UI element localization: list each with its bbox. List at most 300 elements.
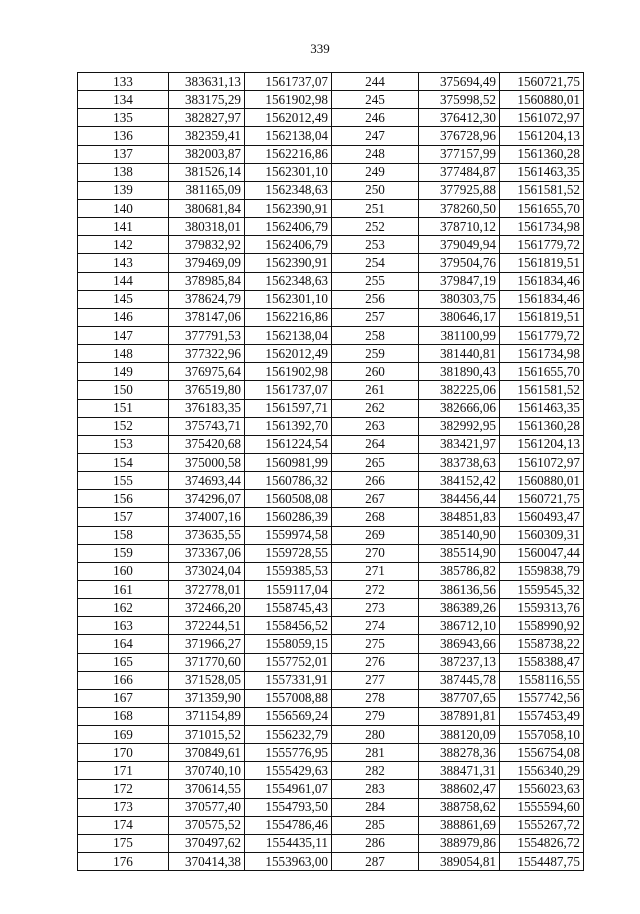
x-coordinate-left: 375743,71 <box>169 417 245 435</box>
y-coordinate-right: 1555594,60 <box>500 798 584 816</box>
x-coordinate-left: 371154,89 <box>169 707 245 725</box>
point-number-right: 251 <box>332 199 419 217</box>
y-coordinate-left: 1555429,63 <box>245 762 332 780</box>
y-coordinate-left: 1562390,91 <box>245 254 332 272</box>
point-number-right: 263 <box>332 417 419 435</box>
y-coordinate-left: 1562138,04 <box>245 127 332 145</box>
point-number-right: 268 <box>332 508 419 526</box>
y-coordinate-right: 1561779,72 <box>500 326 584 344</box>
x-coordinate-left: 371770,60 <box>169 653 245 671</box>
x-coordinate-left: 373635,55 <box>169 526 245 544</box>
table-row <box>78 399 584 417</box>
x-coordinate-left: 374693,44 <box>169 472 245 490</box>
x-coordinate-left: 370497,62 <box>169 834 245 852</box>
point-number-right: 282 <box>332 762 419 780</box>
table-row <box>78 599 584 617</box>
point-number-right: 285 <box>332 816 419 834</box>
x-coordinate-right: 379049,94 <box>419 236 500 254</box>
table-row <box>78 73 584 91</box>
y-coordinate-left: 1561597,71 <box>245 399 332 417</box>
table-row <box>78 635 584 653</box>
x-coordinate-right: 377925,88 <box>419 181 500 199</box>
table-row <box>78 798 584 816</box>
x-coordinate-left: 370849,61 <box>169 744 245 762</box>
point-number-right: 283 <box>332 780 419 798</box>
y-coordinate-left: 1562301,10 <box>245 163 332 181</box>
point-number-right: 262 <box>332 399 419 417</box>
x-coordinate-right: 387237,13 <box>419 653 500 671</box>
point-number-right: 279 <box>332 707 419 725</box>
point-number-right: 248 <box>332 145 419 163</box>
y-coordinate-right: 1558990,92 <box>500 617 584 635</box>
table-row <box>78 580 584 598</box>
point-number-right: 277 <box>332 671 419 689</box>
point-number-left: 168 <box>78 707 169 725</box>
table-row <box>78 145 584 163</box>
x-coordinate-left: 376183,35 <box>169 399 245 417</box>
y-coordinate-left: 1561737,07 <box>245 381 332 399</box>
point-number-right: 284 <box>332 798 419 816</box>
x-coordinate-left: 371528,05 <box>169 671 245 689</box>
table-row <box>78 726 584 744</box>
y-coordinate-right: 1560880,01 <box>500 472 584 490</box>
x-coordinate-right: 375998,52 <box>419 91 500 109</box>
point-number-left: 143 <box>78 254 169 272</box>
table-row <box>78 834 584 852</box>
point-number-right: 266 <box>332 472 419 490</box>
x-coordinate-left: 378624,79 <box>169 290 245 308</box>
x-coordinate-right: 388861,69 <box>419 816 500 834</box>
x-coordinate-left: 371359,90 <box>169 689 245 707</box>
point-number-left: 161 <box>78 580 169 598</box>
x-coordinate-left: 378985,84 <box>169 272 245 290</box>
y-coordinate-right: 1561463,35 <box>500 399 584 417</box>
y-coordinate-right: 1561463,35 <box>500 163 584 181</box>
y-coordinate-right: 1561072,97 <box>500 453 584 471</box>
point-number-right: 269 <box>332 526 419 544</box>
point-number-right: 270 <box>332 544 419 562</box>
x-coordinate-left: 373024,04 <box>169 562 245 580</box>
table-row <box>78 472 584 490</box>
page-number: 339 <box>310 41 330 56</box>
point-number-left: 139 <box>78 181 169 199</box>
x-coordinate-left: 370740,10 <box>169 762 245 780</box>
point-number-right: 281 <box>332 744 419 762</box>
y-coordinate-right: 1560493,47 <box>500 508 584 526</box>
y-coordinate-right: 1560721,75 <box>500 490 584 508</box>
y-coordinate-right: 1561655,70 <box>500 363 584 381</box>
point-number-right: 286 <box>332 834 419 852</box>
point-number-left: 175 <box>78 834 169 852</box>
x-coordinate-left: 376975,64 <box>169 363 245 381</box>
y-coordinate-left: 1560981,99 <box>245 453 332 471</box>
y-coordinate-left: 1562406,79 <box>245 236 332 254</box>
point-number-left: 163 <box>78 617 169 635</box>
y-coordinate-left: 1558456,52 <box>245 617 332 635</box>
point-number-left: 164 <box>78 635 169 653</box>
table-row <box>78 853 584 871</box>
y-coordinate-right: 1561819,51 <box>500 308 584 326</box>
y-coordinate-right: 1561204,13 <box>500 127 584 145</box>
x-coordinate-right: 384152,42 <box>419 472 500 490</box>
point-number-left: 150 <box>78 381 169 399</box>
x-coordinate-left: 382359,41 <box>169 127 245 145</box>
point-number-left: 134 <box>78 91 169 109</box>
point-number-left: 173 <box>78 798 169 816</box>
x-coordinate-right: 383738,63 <box>419 453 500 471</box>
y-coordinate-left: 1562301,10 <box>245 290 332 308</box>
x-coordinate-right: 388278,36 <box>419 744 500 762</box>
y-coordinate-left: 1554435,11 <box>245 834 332 852</box>
x-coordinate-left: 377322,96 <box>169 345 245 363</box>
point-number-right: 260 <box>332 363 419 381</box>
table-row <box>78 181 584 199</box>
point-number-right: 267 <box>332 490 419 508</box>
point-number-left: 171 <box>78 762 169 780</box>
point-number-left: 147 <box>78 326 169 344</box>
y-coordinate-left: 1553963,00 <box>245 853 332 871</box>
y-coordinate-left: 1560286,39 <box>245 508 332 526</box>
y-coordinate-right: 1556754,08 <box>500 744 584 762</box>
table-row <box>78 526 584 544</box>
y-coordinate-left: 1562348,63 <box>245 272 332 290</box>
table-row <box>78 689 584 707</box>
point-number-right: 250 <box>332 181 419 199</box>
point-number-right: 255 <box>332 272 419 290</box>
y-coordinate-left: 1554961,07 <box>245 780 332 798</box>
table-row <box>78 780 584 798</box>
y-coordinate-right: 1558116,55 <box>500 671 584 689</box>
x-coordinate-right: 384456,44 <box>419 490 500 508</box>
y-coordinate-left: 1562216,86 <box>245 145 332 163</box>
x-coordinate-left: 380681,84 <box>169 199 245 217</box>
y-coordinate-right: 1556023,63 <box>500 780 584 798</box>
y-coordinate-right: 1561072,97 <box>500 109 584 127</box>
point-number-left: 165 <box>78 653 169 671</box>
y-coordinate-left: 1561392,70 <box>245 417 332 435</box>
x-coordinate-left: 383631,13 <box>169 73 245 91</box>
y-coordinate-right: 1556340,29 <box>500 762 584 780</box>
point-number-right: 276 <box>332 653 419 671</box>
point-number-left: 141 <box>78 218 169 236</box>
table-row <box>78 345 584 363</box>
y-coordinate-right: 1561819,51 <box>500 254 584 272</box>
point-number-right: 244 <box>332 73 419 91</box>
point-number-left: 138 <box>78 163 169 181</box>
point-number-right: 275 <box>332 635 419 653</box>
y-coordinate-right: 1560721,75 <box>500 73 584 91</box>
y-coordinate-left: 1557752,01 <box>245 653 332 671</box>
x-coordinate-left: 380318,01 <box>169 218 245 236</box>
point-number-right: 261 <box>332 381 419 399</box>
y-coordinate-left: 1559385,53 <box>245 562 332 580</box>
x-coordinate-left: 378147,06 <box>169 308 245 326</box>
x-coordinate-right: 388758,62 <box>419 798 500 816</box>
y-coordinate-left: 1562012,49 <box>245 345 332 363</box>
y-coordinate-right: 1554487,75 <box>500 853 584 871</box>
x-coordinate-right: 385140,90 <box>419 526 500 544</box>
y-coordinate-left: 1554786,46 <box>245 816 332 834</box>
table-row <box>78 707 584 725</box>
y-coordinate-left: 1561737,07 <box>245 73 332 91</box>
x-coordinate-right: 389054,81 <box>419 853 500 871</box>
x-coordinate-left: 375420,68 <box>169 435 245 453</box>
x-coordinate-left: 372466,20 <box>169 599 245 617</box>
y-coordinate-left: 1562138,04 <box>245 326 332 344</box>
y-coordinate-right: 1561834,46 <box>500 272 584 290</box>
y-coordinate-left: 1556569,24 <box>245 707 332 725</box>
y-coordinate-left: 1558059,15 <box>245 635 332 653</box>
point-number-right: 245 <box>332 91 419 109</box>
y-coordinate-right: 1561360,28 <box>500 145 584 163</box>
y-coordinate-left: 1562348,63 <box>245 181 332 199</box>
point-number-left: 159 <box>78 544 169 562</box>
point-number-left: 136 <box>78 127 169 145</box>
y-coordinate-left: 1559117,04 <box>245 580 332 598</box>
y-coordinate-right: 1560880,01 <box>500 91 584 109</box>
point-number-left: 144 <box>78 272 169 290</box>
point-number-left: 137 <box>78 145 169 163</box>
y-coordinate-left: 1555776,95 <box>245 744 332 762</box>
x-coordinate-right: 379847,19 <box>419 272 500 290</box>
point-number-left: 149 <box>78 363 169 381</box>
y-coordinate-right: 1557742,56 <box>500 689 584 707</box>
y-coordinate-left: 1557008,88 <box>245 689 332 707</box>
x-coordinate-right: 377484,87 <box>419 163 500 181</box>
y-coordinate-right: 1561204,13 <box>500 435 584 453</box>
point-number-left: 145 <box>78 290 169 308</box>
table-row <box>78 363 584 381</box>
y-coordinate-left: 1561224,54 <box>245 435 332 453</box>
x-coordinate-right: 388120,09 <box>419 726 500 744</box>
x-coordinate-left: 379832,92 <box>169 236 245 254</box>
x-coordinate-right: 384851,83 <box>419 508 500 526</box>
y-coordinate-right: 1560047,44 <box>500 544 584 562</box>
table-row <box>78 653 584 671</box>
table-row <box>78 381 584 399</box>
table-row <box>78 508 584 526</box>
point-number-right: 246 <box>332 109 419 127</box>
point-number-left: 133 <box>78 73 169 91</box>
table-row <box>78 490 584 508</box>
x-coordinate-right: 388602,47 <box>419 780 500 798</box>
y-coordinate-right: 1558388,47 <box>500 653 584 671</box>
x-coordinate-right: 386136,56 <box>419 580 500 598</box>
point-number-left: 170 <box>78 744 169 762</box>
x-coordinate-right: 380303,75 <box>419 290 500 308</box>
x-coordinate-right: 383421,97 <box>419 435 500 453</box>
point-number-right: 271 <box>332 562 419 580</box>
table-row <box>78 435 584 453</box>
point-number-left: 146 <box>78 308 169 326</box>
x-coordinate-right: 376412,30 <box>419 109 500 127</box>
coordinates-table-body <box>78 73 584 871</box>
point-number-left: 169 <box>78 726 169 744</box>
point-number-right: 254 <box>332 254 419 272</box>
point-number-left: 162 <box>78 599 169 617</box>
point-number-left: 151 <box>78 399 169 417</box>
y-coordinate-right: 1561360,28 <box>500 417 584 435</box>
x-coordinate-right: 387707,65 <box>419 689 500 707</box>
x-coordinate-right: 379504,76 <box>419 254 500 272</box>
coordinates-table <box>77 72 584 871</box>
x-coordinate-right: 388471,31 <box>419 762 500 780</box>
table-row <box>78 91 584 109</box>
x-coordinate-right: 380646,17 <box>419 308 500 326</box>
y-coordinate-right: 1560309,31 <box>500 526 584 544</box>
y-coordinate-left: 1562390,91 <box>245 199 332 217</box>
table-row <box>78 762 584 780</box>
table-row <box>78 417 584 435</box>
y-coordinate-left: 1559974,58 <box>245 526 332 544</box>
point-number-left: 174 <box>78 816 169 834</box>
point-number-right: 278 <box>332 689 419 707</box>
x-coordinate-right: 378710,12 <box>419 218 500 236</box>
y-coordinate-left: 1561902,98 <box>245 91 332 109</box>
x-coordinate-left: 372244,51 <box>169 617 245 635</box>
x-coordinate-left: 370614,55 <box>169 780 245 798</box>
point-number-left: 155 <box>78 472 169 490</box>
x-coordinate-right: 386389,26 <box>419 599 500 617</box>
point-number-left: 167 <box>78 689 169 707</box>
point-number-right: 247 <box>332 127 419 145</box>
table-row <box>78 254 584 272</box>
x-coordinate-right: 378260,50 <box>419 199 500 217</box>
x-coordinate-right: 381100,99 <box>419 326 500 344</box>
x-coordinate-right: 382225,06 <box>419 381 500 399</box>
y-coordinate-right: 1557058,10 <box>500 726 584 744</box>
y-coordinate-right: 1559838,79 <box>500 562 584 580</box>
x-coordinate-right: 381440,81 <box>419 345 500 363</box>
y-coordinate-right: 1557453,49 <box>500 707 584 725</box>
x-coordinate-left: 372778,01 <box>169 580 245 598</box>
x-coordinate-left: 373367,06 <box>169 544 245 562</box>
y-coordinate-left: 1557331,91 <box>245 671 332 689</box>
y-coordinate-left: 1560786,32 <box>245 472 332 490</box>
point-number-right: 252 <box>332 218 419 236</box>
point-number-right: 287 <box>332 853 419 871</box>
y-coordinate-right: 1554826,72 <box>500 834 584 852</box>
point-number-left: 153 <box>78 435 169 453</box>
point-number-right: 274 <box>332 617 419 635</box>
y-coordinate-right: 1555267,72 <box>500 816 584 834</box>
point-number-right: 249 <box>332 163 419 181</box>
y-coordinate-left: 1562216,86 <box>245 308 332 326</box>
x-coordinate-right: 387445,78 <box>419 671 500 689</box>
table-row <box>78 308 584 326</box>
x-coordinate-right: 386943,66 <box>419 635 500 653</box>
table-row <box>78 199 584 217</box>
x-coordinate-left: 376519,80 <box>169 381 245 399</box>
y-coordinate-left: 1562406,79 <box>245 218 332 236</box>
table-row <box>78 816 584 834</box>
x-coordinate-left: 375000,58 <box>169 453 245 471</box>
x-coordinate-right: 381890,43 <box>419 363 500 381</box>
x-coordinate-left: 370414,38 <box>169 853 245 871</box>
y-coordinate-left: 1561902,98 <box>245 363 332 381</box>
x-coordinate-right: 386712,10 <box>419 617 500 635</box>
x-coordinate-left: 371015,52 <box>169 726 245 744</box>
x-coordinate-right: 377157,99 <box>419 145 500 163</box>
table-row <box>78 453 584 471</box>
y-coordinate-right: 1561779,72 <box>500 236 584 254</box>
point-number-right: 258 <box>332 326 419 344</box>
x-coordinate-left: 383175,29 <box>169 91 245 109</box>
point-number-right: 257 <box>332 308 419 326</box>
table-row <box>78 163 584 181</box>
point-number-right: 253 <box>332 236 419 254</box>
x-coordinate-left: 377791,53 <box>169 326 245 344</box>
table-row <box>78 127 584 145</box>
point-number-right: 265 <box>332 453 419 471</box>
x-coordinate-right: 375694,49 <box>419 73 500 91</box>
x-coordinate-right: 385514,90 <box>419 544 500 562</box>
table-row <box>78 290 584 308</box>
point-number-left: 156 <box>78 490 169 508</box>
x-coordinate-left: 379469,09 <box>169 254 245 272</box>
y-coordinate-right: 1561834,46 <box>500 290 584 308</box>
point-number-right: 256 <box>332 290 419 308</box>
x-coordinate-left: 382827,97 <box>169 109 245 127</box>
table-row <box>78 544 584 562</box>
point-number-left: 158 <box>78 526 169 544</box>
point-number-left: 157 <box>78 508 169 526</box>
x-coordinate-left: 381526,14 <box>169 163 245 181</box>
table-row <box>78 671 584 689</box>
y-coordinate-right: 1559313,76 <box>500 599 584 617</box>
x-coordinate-left: 374296,07 <box>169 490 245 508</box>
point-number-left: 166 <box>78 671 169 689</box>
point-number-left: 152 <box>78 417 169 435</box>
table-row <box>78 562 584 580</box>
point-number-right: 273 <box>332 599 419 617</box>
x-coordinate-left: 371966,27 <box>169 635 245 653</box>
y-coordinate-left: 1562012,49 <box>245 109 332 127</box>
y-coordinate-left: 1554793,50 <box>245 798 332 816</box>
point-number-left: 172 <box>78 780 169 798</box>
point-number-right: 272 <box>332 580 419 598</box>
x-coordinate-right: 387891,81 <box>419 707 500 725</box>
table-row <box>78 617 584 635</box>
point-number-left: 160 <box>78 562 169 580</box>
table-row <box>78 272 584 290</box>
point-number-left: 148 <box>78 345 169 363</box>
y-coordinate-right: 1561734,98 <box>500 218 584 236</box>
y-coordinate-right: 1558738,22 <box>500 635 584 653</box>
table-row <box>78 326 584 344</box>
x-coordinate-right: 388979,86 <box>419 834 500 852</box>
point-number-left: 142 <box>78 236 169 254</box>
point-number-right: 264 <box>332 435 419 453</box>
x-coordinate-left: 382003,87 <box>169 145 245 163</box>
table-row <box>78 744 584 762</box>
point-number-right: 280 <box>332 726 419 744</box>
x-coordinate-left: 374007,16 <box>169 508 245 526</box>
y-coordinate-left: 1560508,08 <box>245 490 332 508</box>
y-coordinate-right: 1559545,32 <box>500 580 584 598</box>
x-coordinate-left: 370575,52 <box>169 816 245 834</box>
table-row <box>78 109 584 127</box>
y-coordinate-right: 1561581,52 <box>500 381 584 399</box>
table-row <box>78 236 584 254</box>
y-coordinate-left: 1559728,55 <box>245 544 332 562</box>
point-number-left: 140 <box>78 199 169 217</box>
point-number-left: 154 <box>78 453 169 471</box>
x-coordinate-right: 385786,82 <box>419 562 500 580</box>
y-coordinate-left: 1556232,79 <box>245 726 332 744</box>
y-coordinate-right: 1561655,70 <box>500 199 584 217</box>
x-coordinate-right: 382992,95 <box>419 417 500 435</box>
